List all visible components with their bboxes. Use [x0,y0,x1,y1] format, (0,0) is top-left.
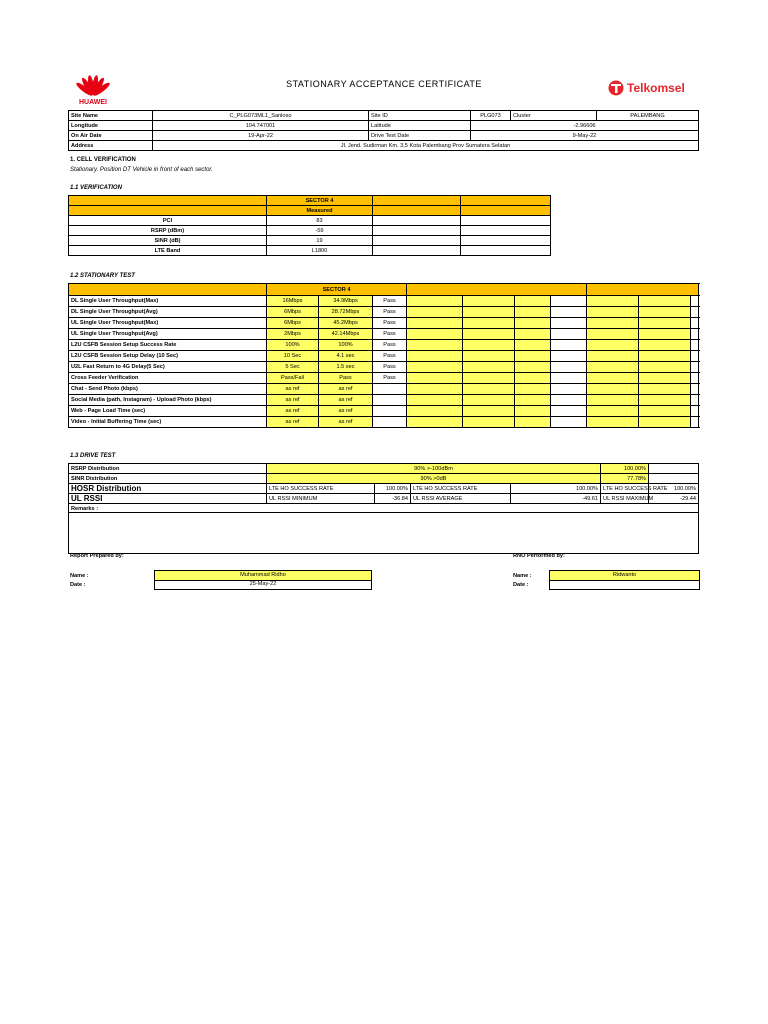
stationary-test-row [69,395,699,406]
stationary-test-label: L2U CSFB Session Setup Delay (10 Sec) [69,351,267,362]
hosr-item-value: 100.00% [511,484,601,494]
stationary-test-empty-cell [639,318,691,329]
drive-test-heading: 1.3 DRIVE TEST [70,453,116,459]
stationary-test-target: 2Mbps [267,329,319,340]
sinr-distribution-label: SINR Distribution [69,474,267,484]
sinr-criteria: 90% >0dB [267,474,601,484]
stationary-test-empty-cell [407,340,463,351]
stationary-test-empty-cell [691,307,699,318]
ul-rssi-item-value: -29.44 [649,494,699,504]
stationary-test-measured: 45.2Mbps [319,318,373,329]
stationary-test-empty-cell [407,351,463,362]
performed-name-field[interactable]: Ridwanto [549,570,700,581]
on-air-label: On Air Date [69,131,153,141]
stationary-test-empty-cell [463,329,515,340]
stationary-test-empty-cell [691,329,699,340]
stationary-test-measured: as ref [319,384,373,395]
stationary-test-empty-cell [463,417,515,428]
stationary-test-measured: as ref [319,406,373,417]
stationary-test-target: 5 Sec [267,362,319,373]
stationary-test-empty-cell [639,362,691,373]
stationary-test-empty-cell [463,384,515,395]
stationary-test-empty-cell [463,362,515,373]
stationary-test-label: L2U CSFB Session Setup Success Rate [69,340,267,351]
stationary-test-label: UL Single User Throughput(Avg) [69,329,267,340]
stationary-test-empty-cell [551,384,587,395]
drive-test-date-label: Drive Test Date [369,131,471,141]
stationary-test-result: Pass [373,296,407,307]
stationary-test-measured: 34.9Mbps [319,296,373,307]
stationary-test-row [69,329,699,340]
longitude-value: 104.747001 [153,121,369,131]
stationary-test-empty-cell [551,362,587,373]
stationary-test-table [68,283,699,428]
latitude-label: Latitude [369,121,471,131]
stationary-test-empty-cell [515,296,551,307]
stationary-test-row [69,362,699,373]
stationary-test-measured: as ref [319,417,373,428]
stationary-test-empty-cell [551,395,587,406]
stationary-test-measured: Pass [319,373,373,384]
stationary-test-empty-cell [639,395,691,406]
stationary-test-target: 6Mbps [267,318,319,329]
stationary-test-empty-cell [407,406,463,417]
verification-row-value: 83 [267,216,373,226]
stationary-test-empty-cell [639,373,691,384]
stationary-test-result: Pass [373,329,407,340]
stationary-test-empty-cell [691,296,699,307]
latitude-value: -2.96606 [471,121,699,131]
stationary-test-empty-cell [691,362,699,373]
stationary-test-empty-cell [407,296,463,307]
stationary-test-measured: as ref [319,395,373,406]
stationary-test-empty-cell [515,318,551,329]
ul-rssi-item-label: UL RSSI AVERAGE [411,494,511,504]
verification-row-value: 19 [267,236,373,246]
stationary-test-label: Social Media (path, Instagram) - Upload Photo (kbps) [69,395,267,406]
stationary-test-empty-cell [691,318,699,329]
stationary-test-empty-cell [515,395,551,406]
stationary-test-empty-cell [463,395,515,406]
prepared-name-label: Name : [70,573,89,579]
stationary-test-empty-cell [639,296,691,307]
stationary-test-row [69,307,699,318]
stationary-test-empty-cell [551,318,587,329]
verification-row-label: SINR (dB) [69,236,267,246]
rsrp-criteria: 90% >-100dBm [267,464,601,474]
stationary-test-label: Web - Page Load Time (sec) [69,406,267,417]
stationary-test-heading: 1.2 STATIONARY TEST [70,273,135,279]
stationary-test-empty-cell [551,329,587,340]
ul-rssi-item-label: UL RSSI MAXIMUM [601,494,649,504]
performed-name-label: Name : [513,573,532,579]
stationary-sector-label: SECTOR 4 [267,284,407,296]
verification-table [68,195,551,256]
verification-measured-label: Measured [267,206,373,216]
stationary-test-empty-cell [407,362,463,373]
stationary-test-empty-cell [551,406,587,417]
stationary-test-empty-cell [691,373,699,384]
site-info-table [68,110,699,151]
telkomsel-logo-text: Telkomsel [627,81,685,95]
prepared-name-field[interactable]: Muhammad Ridho [154,570,372,581]
ul-rssi-item-value: -36.84 [375,494,411,504]
stationary-test-empty-cell [515,362,551,373]
stationary-test-empty-cell [639,307,691,318]
stationary-test-target: 100% [267,340,319,351]
ul-rssi-item-value: -49.61 [511,494,601,504]
stationary-test-empty-cell [407,384,463,395]
stationary-test-row [69,384,699,395]
stationary-test-result: Pass [373,307,407,318]
stationary-test-empty-cell [463,296,515,307]
stationary-test-empty-cell [407,329,463,340]
site-id-value: PLG073 [471,111,511,121]
page-title: STATIONARY ACCEPTANCE CERTIFICATE [286,79,482,89]
stationary-test-empty-cell [587,329,639,340]
cluster-value: PALEMBANG [597,111,699,121]
stationary-test-target: 16Mbps [267,296,319,307]
verification-row-label: RSRP (dBm) [69,226,267,236]
stationary-test-target: 10 Sec [267,351,319,362]
hosr-item-value: 100.00% [375,484,411,494]
drive-test-date-value: 9-May-22 [471,131,699,141]
stationary-test-empty-cell [551,307,587,318]
stationary-test-measured: 42.14Mbps [319,329,373,340]
stationary-test-row [69,351,699,362]
remarks-label: Remarks : [69,504,699,514]
prepared-by-label: Report Prepared by: [70,553,124,559]
stationary-test-empty-cell [407,417,463,428]
on-air-value: 19-Apr-22 [153,131,369,141]
stationary-test-measured: 28.72Mbps [319,307,373,318]
stationary-test-result: Pass [373,373,407,384]
stationary-test-empty-cell [551,373,587,384]
stationary-test-row [69,406,699,417]
stationary-test-measured: 1.5 sec [319,362,373,373]
hosr-item-label: LTE HO SUCCESS RATE [411,484,511,494]
stationary-test-empty-cell [463,406,515,417]
verification-row-value: L1800 [267,246,373,256]
stationary-test-empty-cell [587,351,639,362]
stationary-test-empty-cell [551,340,587,351]
stationary-test-empty-cell [515,417,551,428]
stationary-test-target: as ref [267,406,319,417]
site-id-label: Site ID [369,111,471,121]
stationary-test-empty-cell [639,329,691,340]
stationary-test-empty-cell [551,417,587,428]
stationary-test-empty-cell [515,340,551,351]
stationary-test-row [69,318,699,329]
address-value: Jl. Jend. Sudirman Km. 3,5 Kota Palembang Prov Sumatera Selatan [153,141,699,151]
stationary-test-label: Cross Feeder Verification [69,373,267,384]
stationary-test-empty-cell [407,395,463,406]
stationary-test-target: as ref [267,384,319,395]
stationary-test-empty-cell [639,417,691,428]
stationary-test-target: as ref [267,417,319,428]
stationary-test-empty-cell [639,351,691,362]
rsrp-distribution-label: RSRP Distribution [69,464,267,474]
stationary-test-empty-cell [587,340,639,351]
stationary-test-result: Pass [373,351,407,362]
stationary-test-empty-cell [639,406,691,417]
verification-row-label: LTE Band [69,246,267,256]
stationary-test-empty-cell [463,373,515,384]
longitude-label: Longitude [69,121,153,131]
stationary-test-empty-cell [407,373,463,384]
address-label: Address [69,141,153,151]
stationary-test-empty-cell [691,406,699,417]
stationary-test-row [69,373,699,384]
stationary-test-row [69,417,699,428]
stationary-test-result [373,417,407,428]
stationary-test-result [373,384,407,395]
hosr-item-label: LTE HO SUCCESS RATE [601,484,649,494]
stationary-test-label: Video - Initial Buffering Time (sec) [69,417,267,428]
stationary-test-empty-cell [463,340,515,351]
stationary-test-row [69,296,699,307]
stationary-test-empty-cell [587,395,639,406]
stationary-test-target: Pass/Fail [267,373,319,384]
stationary-test-empty-cell [551,351,587,362]
site-name-value: C_PLG073ML1_Sanloso [153,111,369,121]
verification-sector-label: SECTOR 4 [267,196,373,206]
stationary-test-empty-cell [587,318,639,329]
stationary-test-empty-cell [515,307,551,318]
stationary-test-empty-cell [515,384,551,395]
stationary-test-empty-cell [407,307,463,318]
hosr-distribution-label: HOSR Distribution [69,484,267,494]
site-name-label: Site Name [69,111,153,121]
stationary-test-empty-cell [639,340,691,351]
stationary-test-result [373,406,407,417]
stationary-test-label: Chat - Send Photo (kbps) [69,384,267,395]
verification-row-value: -59 [267,226,373,236]
stationary-test-target: as ref [267,395,319,406]
verification-row-label: PCI [69,216,267,226]
stationary-test-empty-cell [515,351,551,362]
stationary-test-empty-cell [515,373,551,384]
stationary-test-result [373,395,407,406]
prepared-date-label: Date : [70,582,86,588]
stationary-test-empty-cell [407,318,463,329]
stationary-test-label: DL Single User Throughput(Avg) [69,307,267,318]
stationary-test-empty-cell [639,384,691,395]
ul-rssi-label: UL RSSI [69,494,267,504]
stationary-test-empty-cell [551,296,587,307]
cell-verification-note: Stationary. Position DT Vehicle in front of each sector. [70,167,213,173]
stationary-test-label: U2L Fast Return to 4G Delay(5 Sec) [69,362,267,373]
stationary-test-empty-cell [691,384,699,395]
stationary-test-empty-cell [587,384,639,395]
stationary-test-empty-cell [691,351,699,362]
cluster-label: Cluster [511,111,597,121]
stationary-test-empty-cell [515,329,551,340]
drive-test-table [68,463,699,513]
stationary-test-result: Pass [373,340,407,351]
ul-rssi-item-label: UL RSSI MINIMUM [267,494,375,504]
stationary-test-target: 6Mbps [267,307,319,318]
sinr-value: 77.78% [601,474,649,484]
stationary-test-empty-cell [587,406,639,417]
stationary-test-row [69,340,699,351]
verification-subheading: 1.1 VERIFICATION [70,185,122,191]
stationary-test-label: DL Single User Throughput(Max) [69,296,267,307]
telkomsel-t-icon [608,80,624,96]
performed-date-label: Date : [513,582,529,588]
huawei-logo [64,72,122,106]
huawei-logo-text: HUAWEI [79,99,107,106]
stationary-test-empty-cell [691,395,699,406]
stationary-test-empty-cell [463,307,515,318]
hosr-item-label: LTE HO SUCCESS RATE [267,484,375,494]
stationary-test-empty-cell [691,417,699,428]
stationary-test-label: UL Single User Throughput(Max) [69,318,267,329]
stationary-test-empty-cell [587,307,639,318]
performed-by-label: RNO Performed by: [513,553,565,559]
telkomsel-logo [608,80,708,96]
remarks-box[interactable] [68,512,699,554]
stationary-test-empty-cell [463,318,515,329]
stationary-test-empty-cell [463,351,515,362]
stationary-test-empty-cell [587,373,639,384]
stationary-test-result: Pass [373,362,407,373]
rsrp-value: 100.00% [601,464,649,474]
stationary-test-empty-cell [691,340,699,351]
prepared-date-field[interactable]: 25-May-22 [154,580,372,590]
stationary-test-empty-cell [587,362,639,373]
performed-date-field[interactable] [549,580,700,590]
hosr-item-value: 100.00% [649,484,699,494]
stationary-test-empty-cell [515,406,551,417]
stationary-test-empty-cell [587,296,639,307]
cell-verification-heading: 1. CELL VERIFICATION [70,157,136,163]
stationary-test-measured: 4.1 sec [319,351,373,362]
stationary-test-result: Pass [373,318,407,329]
stationary-test-empty-cell [587,417,639,428]
stationary-test-measured: 100% [319,340,373,351]
